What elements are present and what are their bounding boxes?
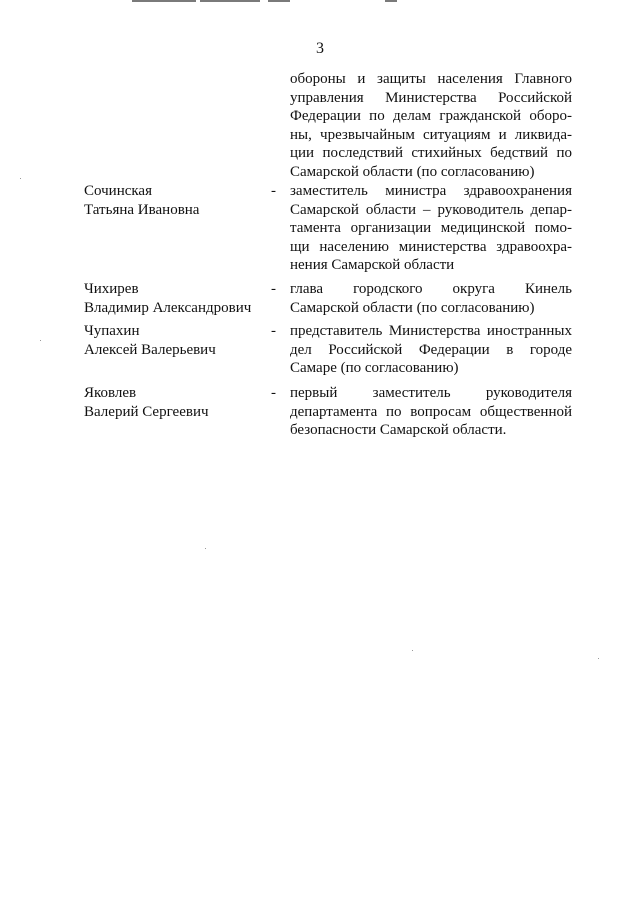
scan-artifact-line [385, 0, 397, 2]
scan-artifact-line [268, 0, 290, 2]
entry-dash: - [271, 281, 276, 297]
text-line: ны, чрезвычайным ситуациям и ликвида- [290, 126, 572, 143]
text-line: заместитель министра здравоохранения [290, 183, 572, 199]
scan-speck [412, 650, 413, 651]
continuation-text [290, 70, 572, 182]
member-position [290, 322, 572, 378]
text-line: ции последствий стихийных бедствий по [290, 145, 572, 162]
scan-speck [20, 178, 21, 179]
text-line: тамента организации медицинской помо- [290, 220, 572, 237]
text-line: Федерации по делам гражданской оборо- [290, 108, 572, 125]
text-line: департамента по вопросам общественной [290, 403, 572, 420]
text-line: дел Российской Федерации в городе [290, 341, 572, 358]
text-line: безопасности Самарской области. [290, 422, 507, 439]
text-line: управления Министерства Российской [290, 89, 572, 106]
member-name: Чупахин Алексей Валерьевич [84, 323, 216, 358]
text-line: представитель Министерства иностранных [290, 323, 572, 339]
text-line: Самаре (по согласованию) [290, 360, 459, 377]
text-line: щи населению министерства здравоохра- [290, 238, 572, 255]
member-position [290, 182, 572, 275]
entry-dash: - [271, 183, 276, 199]
page-number: 3 [316, 40, 324, 57]
member-name: Чихирев Владимир Александрович [84, 281, 252, 316]
entry-dash: - [271, 323, 276, 339]
member-position [290, 280, 572, 317]
scan-artifact-line [200, 0, 260, 2]
member-position [290, 384, 572, 440]
scan-artifact-line [132, 0, 196, 2]
text-line: Самарской области (по согласованию) [290, 299, 535, 316]
member-name: Яковлев Валерий Сергеевич [84, 385, 209, 420]
text-line: нения Самарской области [290, 257, 455, 274]
text-line: глава городского округа Кинель [290, 281, 572, 297]
scan-speck [598, 658, 599, 659]
member-name: Сочинская Татьяна Ивановна [84, 183, 200, 218]
text-line: Самарской области (по согласованию) [290, 163, 535, 180]
text-line: первый заместитель руководителя [290, 385, 572, 401]
scan-speck [40, 340, 41, 341]
scan-speck [205, 548, 206, 549]
text-line: обороны и защиты населения Главного [290, 71, 572, 87]
entry-dash: - [271, 385, 276, 401]
text-line: Самарской области – руководитель депар- [290, 201, 572, 218]
